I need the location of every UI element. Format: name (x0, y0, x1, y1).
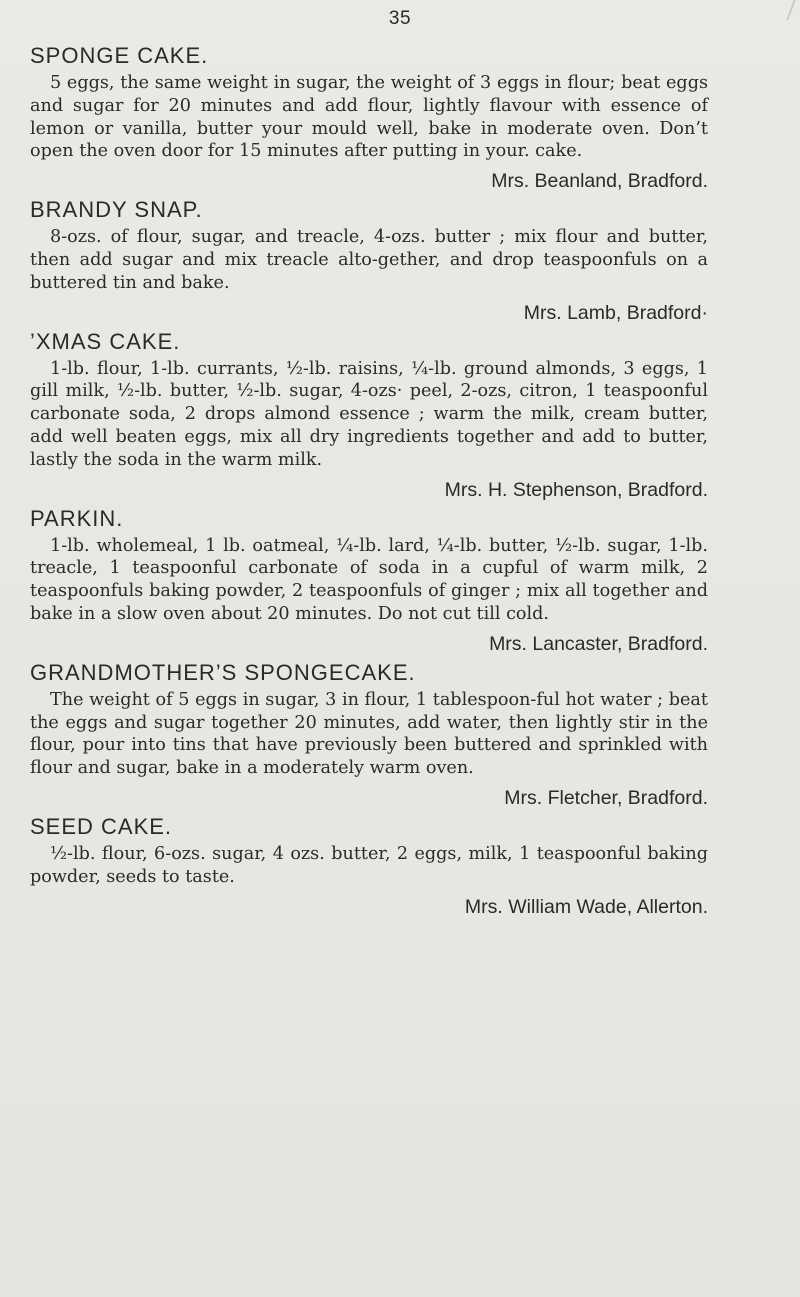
recipe-xmas-cake (30, 326, 710, 503)
recipe-sponge-cake (30, 40, 710, 194)
recipe-author: Mrs. Lamb, Bradford· (523, 301, 708, 324)
recipe-author: Mrs. Lancaster, Bradford. (489, 632, 708, 655)
recipe-author: Mrs. Fletcher, Bradford. (504, 786, 708, 809)
recipe-instructions: 8-ozs. of flour, sugar, and treacle, 4-ozs. butter ; mix flour and butter, then add sugar and mix treacle alto-gether, and drop teaspoonfuls on a buttered tin and bake. (30, 227, 708, 293)
recipe-instructions: ½-lb. flour, 6-ozs. sugar, 4 ozs. butter, 2 eggs, milk, 1 teaspoonful baking powder, seeds to taste. (30, 843, 708, 887)
recipe-title: SEED CAKE. (30, 813, 173, 839)
recipe-title: BRANDY SNAP. (30, 197, 203, 223)
recipe-instructions: 1-lb. wholemeal, 1 lb. oatmeal, ¼-lb. lard, ¼-lb. butter, ½-lb. sugar, 1-lb. treacle, 1 teaspoonful carbonate of soda in a cupful of warm milk, 2 teaspoonfuls baking powder, 2 teaspoonfuls of ginger ; mix all together and bake in a slow oven about 20 minutes. Do not cut till cold. (30, 535, 708, 624)
recipe-parkin (30, 503, 710, 657)
recipe-instructions: 1-lb. flour, 1-lb. currants, ½-lb. raisins, ¼-lb. ground almonds, 3 eggs, 1 gill milk, ½-lb. butter, ½-lb. sugar, 4-ozs· peel, 2-ozs, citron, 1 teaspoonful carbonate soda, 2 drops almond essence ; warm the milk, cream butter, add well beaten eggs, mix all dry ingredients together and add to butter, lastly the soda in the warm milk. (30, 358, 708, 470)
recipe-title: PARKIN. (30, 505, 124, 531)
recipe-title: ’XMAS CAKE. (30, 328, 181, 354)
recipe-author: Mrs. William Wade, Allerton. (464, 895, 708, 918)
recipe-title: GRANDMOTHER’S SPONGECAKE. (30, 659, 416, 685)
recipe-instructions: 5 eggs, the same weight in sugar, the weight of 3 eggs in flour; beat eggs and sugar for 20 minutes and add flour, lightly flavour with essence of lemon or vanilla, butter your mould well, bake in moderate oven. Don’t open the oven door for 15 minutes after putting in your. cake. (30, 73, 708, 162)
recipe-instructions: The weight of 5 eggs in sugar, 3 in flour, 1 tablespoon-ful hot water ; beat the eggs and sugar together 20 minutes, add water, then lightly stir in the flour, pour into tins that have previously been buttered and sprinkled with flour and sugar, bake in a moderately warm oven. (30, 689, 708, 779)
recipe-author: Mrs. H. Stephenson, Bradford. (444, 478, 708, 501)
recipe-title: SPONGE CAKE. (30, 43, 209, 68)
recipe-author: Mrs. Beanland, Bradford. (491, 170, 708, 193)
recipe-brandy-snap (30, 194, 710, 325)
recipe-grandmothers-spongecake (30, 657, 710, 811)
recipe-list (30, 40, 710, 920)
page-number: 35 (388, 8, 412, 29)
recipe-seed-cake (30, 811, 710, 920)
